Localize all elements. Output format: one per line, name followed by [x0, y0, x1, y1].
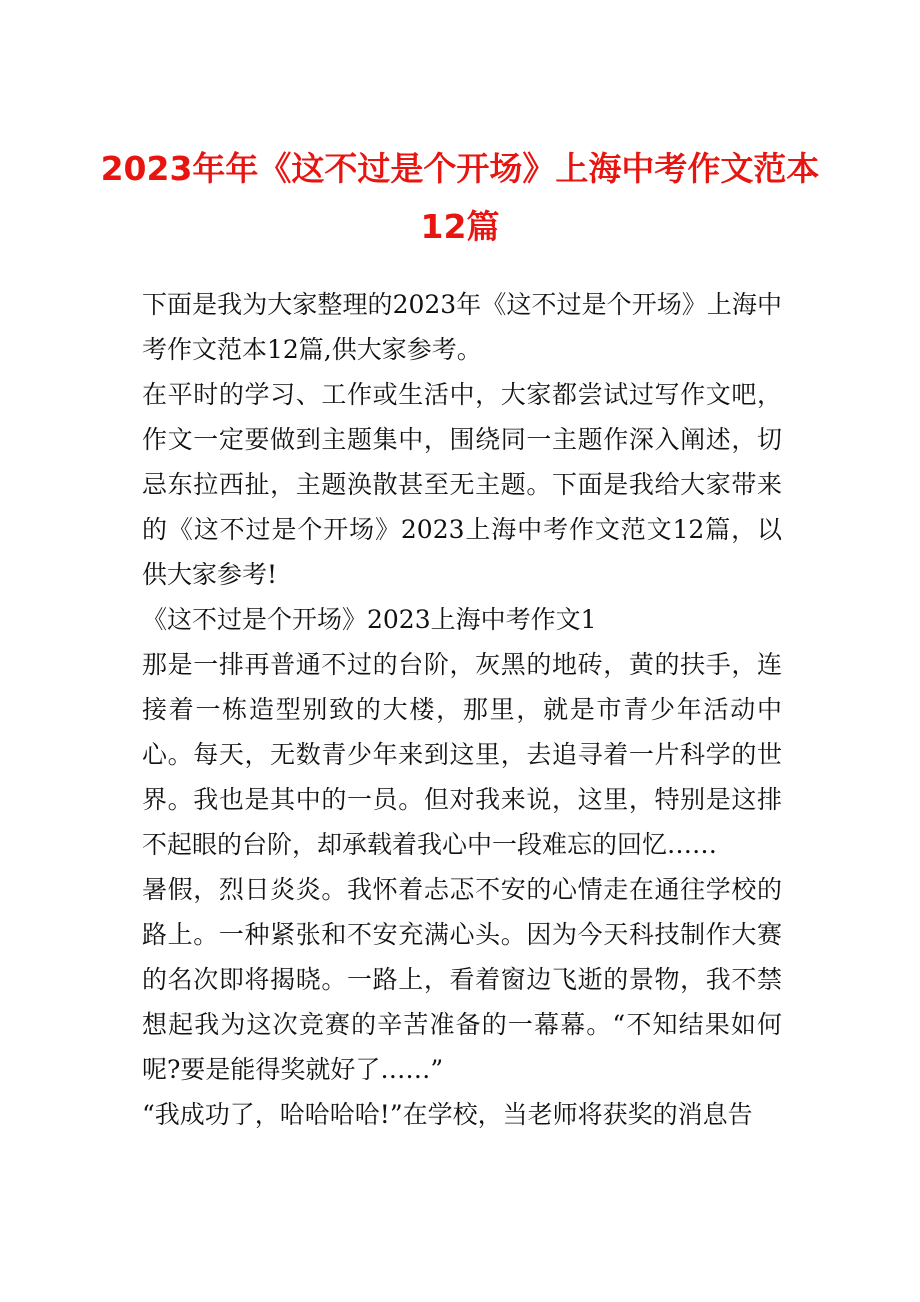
document-title: 2023年年《这不过是个开场》上海中考作文范本12篇	[100, 149, 820, 246]
document-body	[142, 282, 782, 1137]
paragraph-context: 在平时的学习、工作或生活中，大家都尝试过写作文吧，作文一定要做到主题集中，围绕同一主题作深入阐述，切忌东拉西扯，主题涣散甚至无主题。下面是我给大家带来的《这不过是个开场》2023上海中考作文范文12篇，以供大家参考!	[142, 380, 782, 589]
paragraph-success: “我成功了，哈哈哈哈!”在学校，当老师将获奖的消息告	[142, 1100, 753, 1129]
essay-heading: 《这不过是个开场》2023上海中考作文1	[142, 605, 597, 634]
paragraph-summer: 暑假，烈日炎炎。我怀着忐忑不安的心情走在通往学校的路上。一种紧张和不安充满心头。因为今天科技制作大赛的名次即将揭晓。一路上，看着窗边飞逝的景物，我不禁想起我为这次竞赛的辛苦准备的一幕幕。“不知结果如何呢?要是能得奖就好了……”	[142, 875, 782, 1084]
paragraph-intro: 下面是我为大家整理的2023年《这不过是个开场》上海中考作文范本12篇,供大家参考。	[142, 290, 782, 364]
paragraph-steps: 那是一排再普通不过的台阶，灰黑的地砖，黄的扶手，连接着一栋造型别致的大楼，那里，就是市青少年活动中心。每天，无数青少年来到这里，去追寻着一片科学的世界。我也是其中的一员。但对我来说，这里，特别是这排不起眼的台阶，却承载着我心中一段难忘的回忆……	[142, 650, 782, 859]
